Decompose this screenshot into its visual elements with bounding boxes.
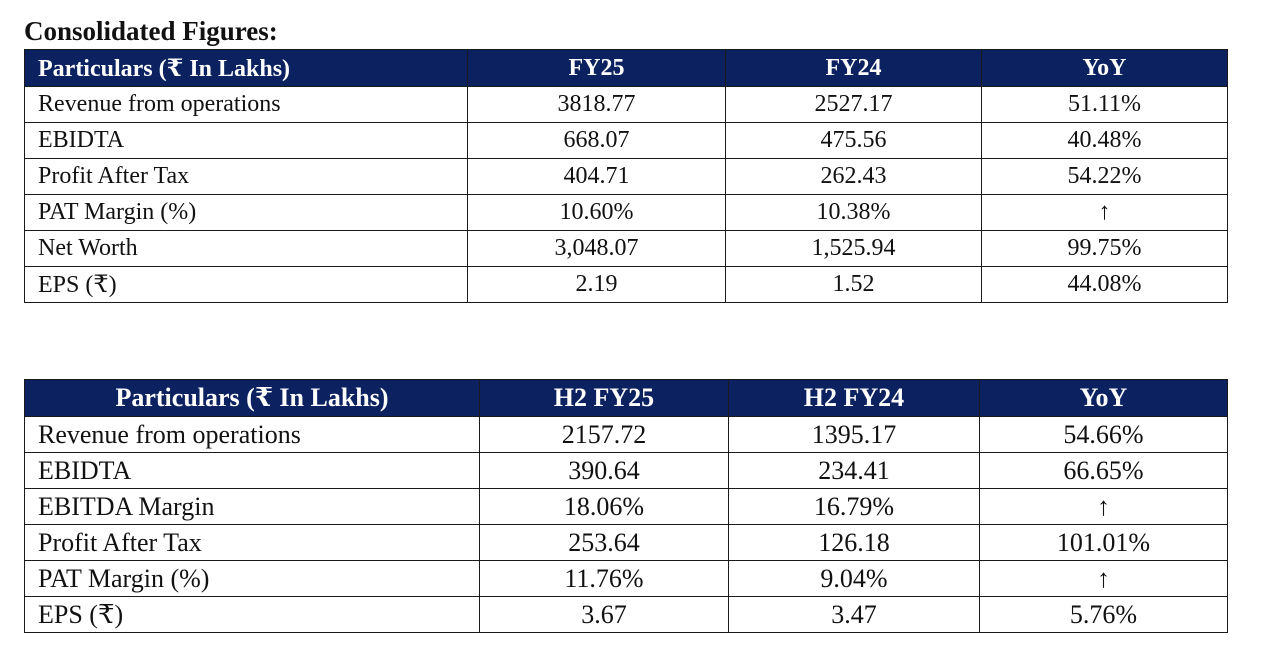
row-label: Revenue from operations xyxy=(25,87,468,123)
up-arrow-icon: ↑ xyxy=(982,195,1228,231)
row-label: EPS (₹) xyxy=(25,267,468,303)
cell-yoy: 99.75% xyxy=(982,231,1228,267)
cell-yoy: 54.66% xyxy=(980,417,1228,453)
table-row xyxy=(25,561,1228,597)
cell-h2-fy24: 1395.17 xyxy=(729,417,980,453)
header-h2-fy25: H2 FY25 xyxy=(480,380,729,417)
header-yoy: YoY xyxy=(980,380,1228,417)
row-label: Revenue from operations xyxy=(25,417,480,453)
page-title: Consolidated Figures: xyxy=(24,16,278,46)
table-row xyxy=(25,195,1228,231)
table-row xyxy=(25,453,1228,489)
cell-fy25: 3,048.07 xyxy=(468,231,726,267)
cell-h2-fy24: 126.18 xyxy=(729,525,980,561)
table-row xyxy=(25,417,1228,453)
table-row xyxy=(25,159,1228,195)
row-label: EBIDTA xyxy=(25,453,480,489)
row-label: Net Worth xyxy=(25,231,468,267)
header-particulars: Particulars (₹ In Lakhs) xyxy=(25,50,468,87)
table-row xyxy=(25,597,1228,633)
row-label: EPS (₹) xyxy=(25,597,480,633)
cell-h2-fy25: 2157.72 xyxy=(480,417,729,453)
cell-fy24: 2527.17 xyxy=(726,87,982,123)
table-row xyxy=(25,87,1228,123)
table-row xyxy=(25,489,1228,525)
cell-fy24: 475.56 xyxy=(726,123,982,159)
cell-yoy: 40.48% xyxy=(982,123,1228,159)
row-label: PAT Margin (%) xyxy=(25,195,468,231)
cell-fy24: 10.38% xyxy=(726,195,982,231)
cell-fy24: 1,525.94 xyxy=(726,231,982,267)
row-label: Profit After Tax xyxy=(25,525,480,561)
cell-h2-fy25: 3.67 xyxy=(480,597,729,633)
row-label: EBITDA Margin xyxy=(25,489,480,525)
row-label: Profit After Tax xyxy=(25,159,468,195)
row-label: EBIDTA xyxy=(25,123,468,159)
consolidated-fy-table xyxy=(24,49,1228,303)
cell-fy25: 668.07 xyxy=(468,123,726,159)
cell-h2-fy25: 253.64 xyxy=(480,525,729,561)
up-arrow-icon: ↑ xyxy=(980,489,1228,525)
cell-yoy: 51.11% xyxy=(982,87,1228,123)
cell-h2-fy24: 9.04% xyxy=(729,561,980,597)
cell-fy25: 2.19 xyxy=(468,267,726,303)
cell-h2-fy24: 234.41 xyxy=(729,453,980,489)
cell-fy25: 404.71 xyxy=(468,159,726,195)
header-fy24: FY24 xyxy=(726,50,982,87)
cell-yoy: 66.65% xyxy=(980,453,1228,489)
cell-yoy: 44.08% xyxy=(982,267,1228,303)
cell-h2-fy25: 11.76% xyxy=(480,561,729,597)
cell-h2-fy24: 3.47 xyxy=(729,597,980,633)
table-row xyxy=(25,525,1228,561)
header-yoy: YoY xyxy=(982,50,1228,87)
row-label: PAT Margin (%) xyxy=(25,561,480,597)
cell-yoy: 54.22% xyxy=(982,159,1228,195)
cell-yoy: 101.01% xyxy=(980,525,1228,561)
cell-h2-fy25: 390.64 xyxy=(480,453,729,489)
cell-fy24: 262.43 xyxy=(726,159,982,195)
cell-fy25: 10.60% xyxy=(468,195,726,231)
header-h2-fy24: H2 FY24 xyxy=(729,380,980,417)
cell-fy25: 3818.77 xyxy=(468,87,726,123)
cell-h2-fy24: 16.79% xyxy=(729,489,980,525)
cell-h2-fy25: 18.06% xyxy=(480,489,729,525)
cell-yoy: 5.76% xyxy=(980,597,1228,633)
consolidated-h2-table xyxy=(24,379,1228,633)
table-row xyxy=(25,123,1228,159)
table-row xyxy=(25,267,1228,303)
header-particulars: Particulars (₹ In Lakhs) xyxy=(25,380,480,417)
table-row xyxy=(25,231,1228,267)
table-header-row xyxy=(25,380,1228,417)
up-arrow-icon: ↑ xyxy=(980,561,1228,597)
header-fy25: FY25 xyxy=(468,50,726,87)
cell-fy24: 1.52 xyxy=(726,267,982,303)
table-header-row xyxy=(25,50,1228,87)
